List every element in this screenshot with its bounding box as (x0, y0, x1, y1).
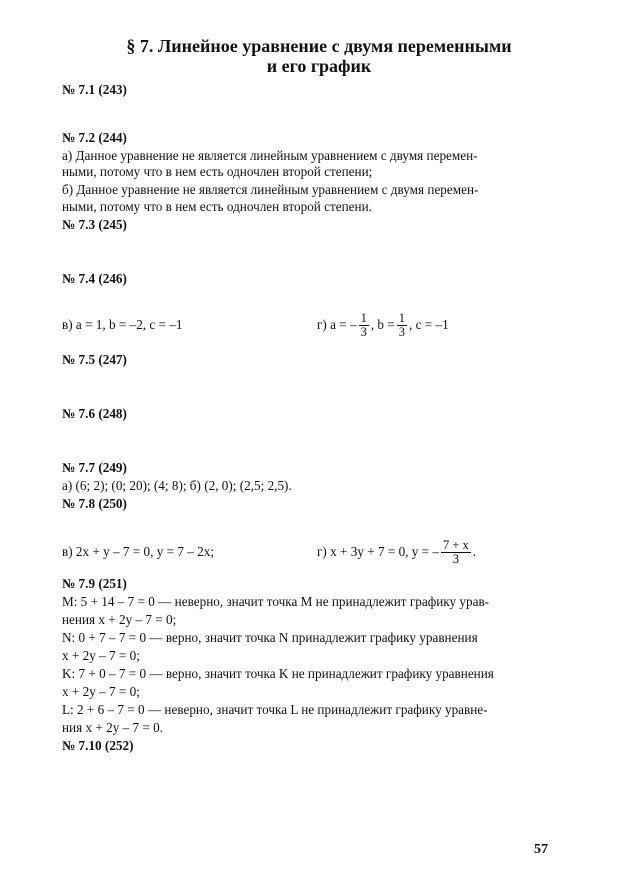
text-line: N: 0 + 7 – 7 = 0 — верно, значит точка N принадлежит графику уравнения (62, 630, 478, 645)
problem-7-4-heading: № 7.4 (246) (62, 271, 127, 286)
problem-7-3-heading: № 7.3 (245) (62, 217, 127, 232)
text-line: ными, потому что в нем есть одночлен второй степени; (62, 164, 373, 179)
fraction-numerator: 1 (360, 311, 367, 326)
problem-7-9-heading: № 7.9 (251) (62, 576, 127, 591)
text-line: K: 7 + 0 – 7 = 0 — верно, значит точка K не принадлежит графику уравнения (62, 666, 494, 681)
text-line: б) Данное уравнение не является линейным уравнением с двумя перемен- (62, 182, 479, 197)
text-line: x + 2y – 7 = 0; (62, 684, 140, 699)
fraction (397, 312, 407, 339)
answer-v: в) a = 1, b = –2, c = –1 (62, 317, 183, 332)
problem-7-5-heading: № 7.5 (247) (62, 352, 127, 367)
text-line: а) Данное уравнение не является линейным уравнением с двумя перемен- (62, 148, 478, 163)
answer-v: в) 2x + y – 7 = 0, y = 7 – 2x; (62, 544, 214, 559)
section-title-line-1: § 7. Линейное уравнение с двумя переменными (126, 36, 512, 56)
problem-7-2-heading: № 7.2 (244) (62, 130, 127, 145)
fraction-denominator: 3 (452, 552, 460, 567)
page-number: 57 (534, 842, 548, 857)
answer-g-prefix: г) a = – (317, 317, 357, 332)
answer-row (62, 308, 572, 342)
fraction-denominator: 3 (360, 325, 367, 340)
text-line: а) (6; 2); (0; 20); (4; 8); б) (2, 0); (2,5; 2,5). (62, 478, 292, 493)
text-line: ными, потому что в нем есть одночлен второй степени. (62, 199, 372, 214)
answer-g-suffix: , c = –1 (409, 317, 449, 332)
answer-g (317, 533, 476, 571)
text-line: x + 2y – 7 = 0; (62, 648, 140, 663)
fraction-denominator: 3 (398, 325, 405, 340)
answer-row (62, 533, 572, 571)
fraction-numerator: 7 + x (442, 538, 469, 553)
text-line: нения x + 2y – 7 = 0; (62, 612, 177, 627)
problem-7-8-heading: № 7.8 (250) (62, 496, 127, 511)
text-line: ния x + 2y – 7 = 0. (62, 720, 163, 735)
fraction (441, 539, 471, 566)
answer-g-prefix: г) x + 3y + 7 = 0, y = – (317, 544, 439, 559)
problem-7-10-heading: № 7.10 (252) (62, 738, 134, 753)
text-line: L: 2 + 6 – 7 = 0 — неверно, значит точка L не принадлежит графику уравне- (62, 702, 488, 717)
answer-g-middle: , b = (370, 317, 395, 332)
section-title-line-2: и его график (266, 56, 372, 76)
fraction (359, 312, 369, 339)
text-line: M: 5 + 14 – 7 = 0 — неверно, значит точка M не принадлежит графику урав- (62, 594, 490, 609)
problem-7-7-heading: № 7.7 (249) (62, 460, 127, 475)
problem-7-1-heading: № 7.1 (243) (62, 82, 127, 97)
answer-g (317, 308, 449, 342)
problem-7-6-heading: № 7.6 (248) (62, 406, 127, 421)
fraction-numerator: 1 (398, 311, 405, 326)
answer-g-suffix: . (472, 544, 477, 559)
